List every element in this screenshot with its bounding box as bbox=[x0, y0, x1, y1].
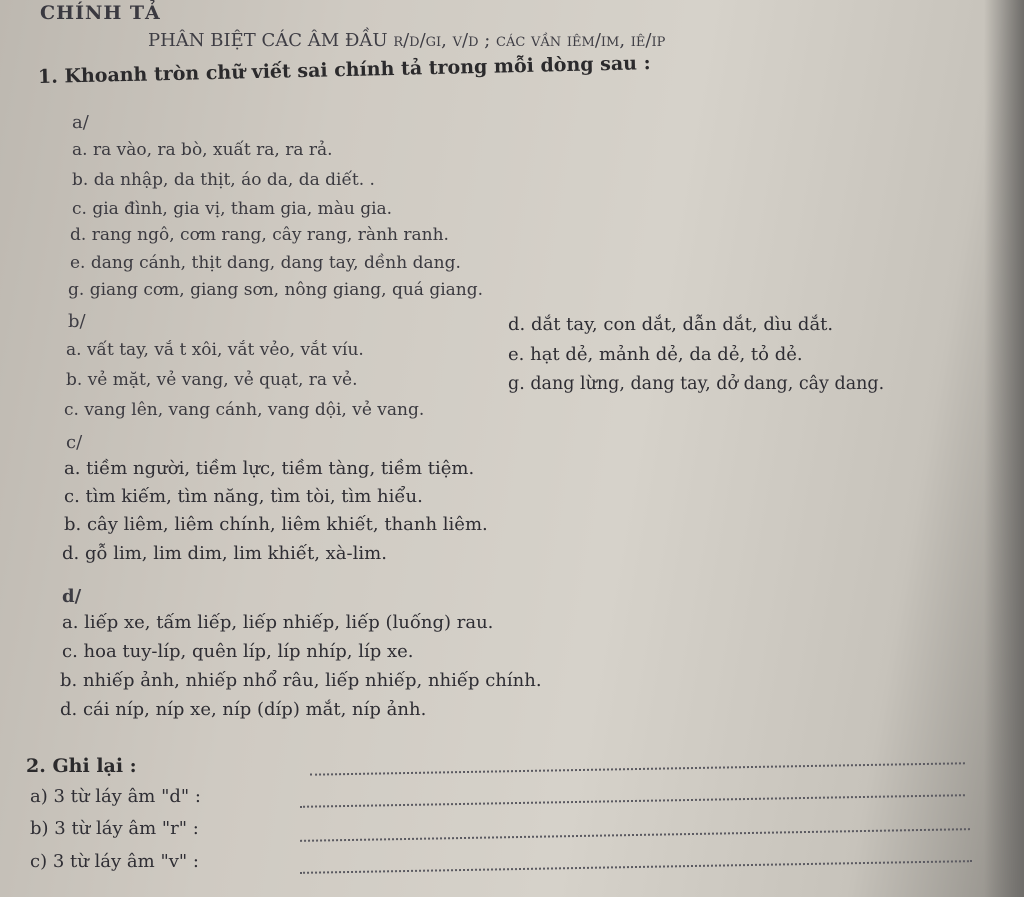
group-a-line: a. ra vào, ra bò, xuất ra, ra rả. bbox=[72, 140, 333, 160]
answer-line bbox=[310, 762, 965, 775]
group-d-line: a. liếp xe, tấm liếp, liếp nhiếp, liếp (luống) rau. bbox=[62, 612, 494, 633]
group-b-left-line: c. vang lên, vang cánh, vang dội, vẻ vang. bbox=[64, 400, 425, 420]
group-a-line: b. da nhập, da thịt, áo da, da diết. . bbox=[72, 170, 375, 190]
group-b-right-line: g. dang lừng, dang tay, dở dang, cây dang. bbox=[508, 374, 885, 394]
group-d-label: d/ bbox=[62, 586, 82, 607]
group-c-line: b. cây liêm, liêm chính, liêm khiết, thanh liêm. bbox=[64, 514, 488, 535]
group-a-label: a/ bbox=[72, 112, 89, 133]
group-d-line: d. cái níp, níp xe, níp (díp) mắt, níp ảnh. bbox=[60, 699, 427, 720]
group-b-right-line: d. dắt tay, con dắt, dẫn dắt, dìu dắt. bbox=[508, 314, 834, 335]
exercise-2-item-d: a) 3 từ láy âm "d" : bbox=[30, 786, 201, 807]
section-subtitle: PHÂN BIỆT CÁC ÂM ĐẦU r/d/gi, v/d ; các vần iêm/im, iê/ip bbox=[148, 30, 666, 51]
section-header: CHÍNH TẢ bbox=[40, 2, 161, 24]
group-c-line: c. tìm kiếm, tìm năng, tìm tòi, tìm hiểu. bbox=[64, 486, 423, 507]
exercise-1-title: 1. Khoanh tròn chữ viết sai chính tả trong mỗi dòng sau : bbox=[37, 52, 651, 88]
answer-line bbox=[300, 860, 972, 874]
group-a-line: g. giang cơm, giang sơn, nông giang, quá giang. bbox=[68, 280, 484, 300]
group-a-line: e. dang cánh, thịt dang, dang tay, dềnh dang. bbox=[70, 253, 461, 273]
group-a-line: d. rang ngô, cơm rang, cây rang, rành ranh. bbox=[70, 225, 449, 245]
group-b-left-line: b. vẻ mặt, vẻ vang, vẻ quạt, ra vẻ. bbox=[66, 370, 358, 390]
page-edge-shadow bbox=[984, 0, 1024, 897]
group-a-line: c. gia đình, gia vị, tham gia, màu gia. bbox=[72, 199, 393, 219]
group-b-right-line: e. hạt dẻ, mảnh dẻ, da dẻ, tỏ dẻ. bbox=[508, 344, 803, 365]
group-d-line: c. hoa tuy-líp, quên líp, líp nhíp, líp xe. bbox=[62, 641, 414, 662]
answer-line bbox=[300, 828, 970, 842]
group-c-label: c/ bbox=[66, 432, 83, 453]
group-c-line: d. gỗ lim, lim dim, lim khiết, xà-lim. bbox=[62, 543, 387, 564]
group-b-label: b/ bbox=[68, 311, 86, 332]
group-b-left-line: a. vất tay, vắ t xôi, vắt vẻo, vắt víu. bbox=[66, 340, 364, 360]
group-d-line: b. nhiếp ảnh, nhiếp nhổ râu, liếp nhiếp, nhiếp chính. bbox=[60, 670, 542, 691]
exercise-2-item-r: b) 3 từ láy âm "r" : bbox=[30, 818, 199, 839]
exercise-2-title: 2. Ghi lại : bbox=[26, 755, 137, 777]
answer-line bbox=[300, 794, 965, 808]
group-c-line: a. tiềm người, tiềm lực, tiềm tàng, tiềm tiệm. bbox=[64, 458, 475, 479]
exercise-2-item-v: c) 3 từ láy âm "v" : bbox=[30, 851, 199, 872]
